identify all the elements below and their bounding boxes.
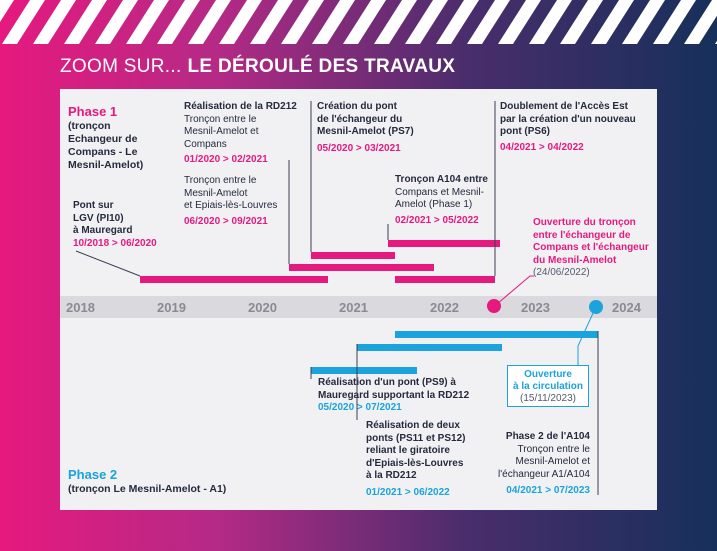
page-title (60, 56, 455, 78)
task-label-pi10 (73, 200, 157, 250)
phase1-subtitle-line: Compans - Le (68, 146, 138, 158)
phase1-title: Phase 1 (68, 104, 118, 119)
year-label: 2019 (157, 300, 186, 315)
year-label: 2024 (612, 300, 641, 315)
task-text: Tronçon entre le (184, 113, 257, 125)
task-text: Réalisation d'un pont (PS9) à (318, 377, 456, 388)
task-dates: 04/2021 > 04/2022 (500, 141, 584, 153)
year-label: 2023 (521, 300, 550, 315)
phase2-heading (68, 467, 226, 496)
task-text: et Epiais-lès-Louvres (184, 200, 278, 211)
task-label-ps11-ps12 (366, 420, 465, 499)
phase1-heading (68, 104, 143, 172)
title-main: LE DÉROULÉ DES TRAVAUX (187, 56, 456, 77)
task-text: Phase 2 de l'A104 (505, 431, 590, 442)
title-prefix: ZOOM SUR... (60, 56, 182, 77)
phase1-subtitle-line: (tronçon (68, 120, 111, 132)
milestone-date: (15/11/2023) (520, 393, 576, 404)
task-text: à Mauregard (73, 225, 133, 236)
task-text: Compans (184, 138, 227, 150)
bar-a104-phase2 (395, 331, 598, 338)
milestone-box-phase2 (507, 365, 589, 407)
task-text: Mauregard supportant la RD212 (318, 389, 470, 401)
task-text: de l'échangeur du (317, 113, 403, 125)
bar-ps7 (311, 252, 395, 259)
task-dates: 02/2021 > 05/2022 (395, 214, 479, 226)
bar-ps11-ps12 (357, 344, 502, 351)
task-label-ps7 (317, 101, 414, 155)
task-dates: 06/2020 > 09/2021 (184, 215, 268, 227)
task-text: reliant le giratoire (366, 445, 450, 456)
milestone-label-phase1 (533, 217, 649, 280)
task-text: par la création d'un nouveau (500, 113, 636, 125)
task-text: Mesnil-Amelot et (184, 126, 259, 137)
phase1-subtitle-line: Echangeur de (68, 133, 138, 145)
task-text: Réalisation de deux (366, 420, 460, 431)
year-label: 2022 (430, 300, 459, 315)
task-dates: 10/2018 > 06/2020 (73, 237, 157, 249)
bar-rd212-compans (289, 264, 434, 271)
task-label-a104-phase1 (395, 174, 488, 227)
task-text: Tronçon entre le (184, 175, 257, 186)
year-label: 2020 (248, 300, 277, 315)
year-label: 2021 (339, 300, 368, 315)
task-text: d'Epiais-lès-Louvres (366, 457, 464, 469)
task-text: Mesnil-Amelot (184, 187, 248, 199)
task-label-rd212-epiais (184, 175, 277, 228)
task-text: Création du pont (317, 101, 397, 112)
task-dates: 01/2020 > 02/2021 (184, 154, 268, 165)
task-text: à la RD212 (366, 470, 417, 481)
bar-rd212-epiais (395, 276, 495, 283)
hazard-stripes (0, 0, 717, 44)
phase2-title: Phase 2 (68, 467, 118, 482)
phase2-subtitle: (tronçon Le Mesnil-Amelot - A1) (68, 483, 227, 495)
milestone-text: du Mesnil-Amelot (533, 254, 617, 266)
year-label: 2018 (66, 300, 95, 315)
task-text: pont (PS6) (500, 126, 550, 137)
milestone-date: (24/06/2022) (533, 267, 590, 278)
milestone-text: à la circulation (512, 381, 584, 392)
task-text: LGV (PI10) (73, 212, 124, 224)
task-label-ps6 (500, 101, 636, 154)
task-dates: 05/2020 > 07/2021 (318, 402, 402, 413)
phase1-subtitle-line: Mesnil-Amelot) (68, 159, 144, 171)
task-text: Réalisation de la RD212 (184, 101, 297, 112)
milestone-text: Ouverture (524, 369, 572, 380)
task-dates: 04/2021 > 07/2023 (506, 485, 590, 496)
task-text: l'échangeur A1/A104 (498, 468, 590, 480)
task-text: Mesnil-Amelot (PS7) (317, 126, 414, 137)
task-label-a104-phase2 (494, 431, 590, 498)
task-text: Amelot (Phase 1) (395, 199, 473, 210)
milestone-text: Ouverture du tronçon (533, 217, 636, 228)
task-text: ponts (PS11 et PS12) (366, 432, 466, 444)
task-text: Tronçon A104 entre (395, 174, 488, 185)
milestone-text: Compans et l'échangeur (533, 242, 649, 253)
task-text: Compans et Mesnil- (395, 186, 484, 198)
task-text: Pont sur (73, 200, 114, 211)
bar-a104-phase1 (388, 240, 500, 247)
task-label-ps9 (318, 377, 469, 415)
task-dates: 01/2021 > 06/2022 (366, 486, 450, 498)
task-label-rd212-compans (184, 101, 297, 167)
task-text: Doublement de l'Accès Est (500, 101, 628, 112)
milestone-label-phase2 (508, 366, 588, 405)
task-text: Mesnil-Amelot et (515, 456, 590, 467)
milestone-text: entre l'échangeur de (533, 229, 631, 241)
task-text: Tronçon entre le (517, 443, 590, 455)
bar-pi10 (140, 276, 328, 283)
bar-ps9 (311, 367, 417, 374)
task-dates: 05/2020 > 03/2021 (317, 142, 401, 154)
